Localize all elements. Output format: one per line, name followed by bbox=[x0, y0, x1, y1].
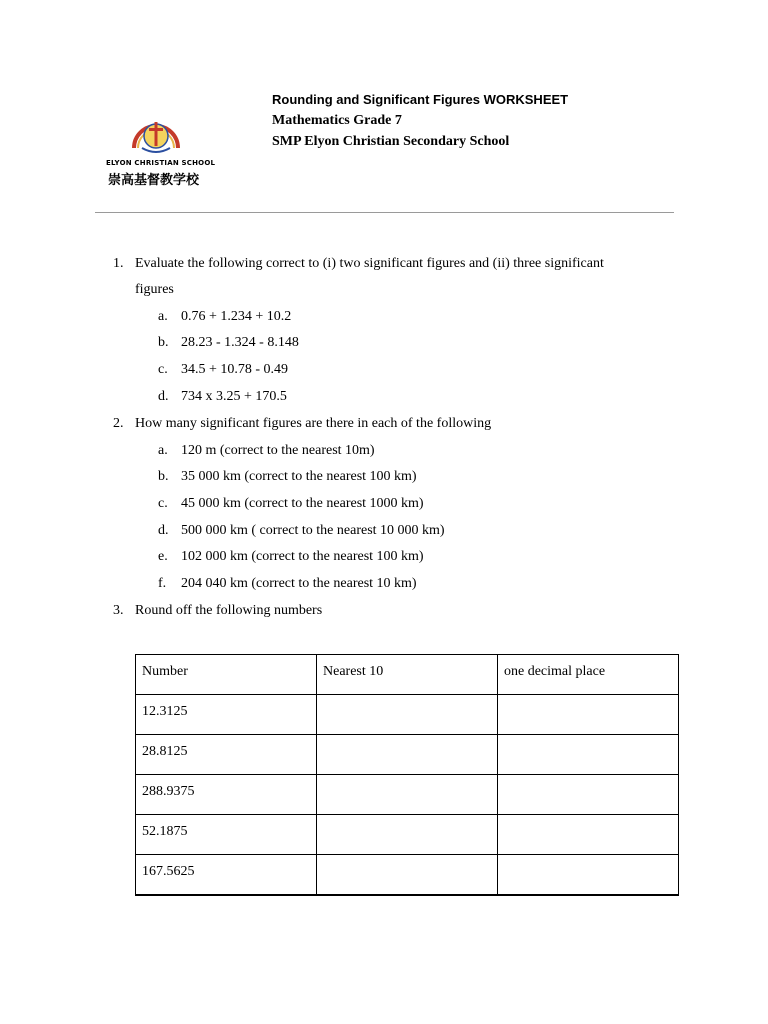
item-text: 0.76 + 1.234 + 10.2 bbox=[181, 309, 292, 324]
school-logo bbox=[106, 112, 216, 192]
item-text: 500 000 km ( correct to the nearest 10 000 km) bbox=[181, 523, 445, 538]
table-cell-answer[interactable] bbox=[317, 735, 498, 775]
table-header-cell: Number bbox=[136, 655, 317, 695]
item-label: c. bbox=[158, 362, 168, 377]
table-cell-number: 167.5625 bbox=[136, 855, 317, 895]
item-label: d. bbox=[158, 389, 169, 404]
table-header-row bbox=[136, 655, 679, 695]
worksheet-title: Rounding and Significant Figures WORKSHEET bbox=[272, 92, 569, 107]
table-cell-answer[interactable] bbox=[498, 775, 679, 815]
table-header-cell: Nearest 10 bbox=[317, 655, 498, 695]
question-text: Evaluate the following correct to (i) two significant figures and (ii) three significant bbox=[135, 256, 604, 271]
table-cell-number: 28.8125 bbox=[136, 735, 317, 775]
table-cell-number: 288.9375 bbox=[136, 775, 317, 815]
question-number: 2. bbox=[113, 416, 124, 431]
table-row bbox=[136, 695, 679, 735]
item-label: b. bbox=[158, 469, 169, 484]
table-cell-answer[interactable] bbox=[498, 855, 679, 895]
item-label: f. bbox=[158, 576, 167, 591]
item-label: d. bbox=[158, 523, 169, 538]
item-label: b. bbox=[158, 335, 169, 350]
item-text: 204 040 km (correct to the nearest 10 km) bbox=[181, 576, 417, 591]
table-row bbox=[136, 855, 679, 895]
question-number: 1. bbox=[113, 256, 124, 271]
table-row bbox=[136, 775, 679, 815]
item-text: 34.5 + 10.78 - 0.49 bbox=[181, 362, 289, 377]
table-row bbox=[136, 815, 679, 855]
table-cell-number: 12.3125 bbox=[136, 695, 317, 735]
school-crest-icon bbox=[128, 112, 184, 158]
logo-school-name-zh: 崇高基督教学校 bbox=[108, 173, 200, 188]
table-cell-answer[interactable] bbox=[317, 775, 498, 815]
school-line: SMP Elyon Christian Secondary School bbox=[272, 134, 510, 149]
question-number: 3. bbox=[113, 603, 124, 618]
table-header-cell: one decimal place bbox=[498, 655, 679, 695]
table-cell-answer[interactable] bbox=[498, 695, 679, 735]
item-text: 28.23 - 1.324 - 8.148 bbox=[181, 335, 299, 350]
table-cell-answer[interactable] bbox=[498, 735, 679, 775]
item-text: 734 x 3.25 + 170.5 bbox=[181, 389, 287, 404]
item-label: e. bbox=[158, 549, 168, 564]
item-text: 45 000 km (correct to the nearest 1000 km) bbox=[181, 496, 424, 511]
question-text: Round off the following numbers bbox=[135, 603, 323, 618]
table-cell-number: 52.1875 bbox=[136, 815, 317, 855]
table-cell-answer[interactable] bbox=[317, 855, 498, 895]
rounding-table bbox=[135, 654, 679, 896]
item-label: c. bbox=[158, 496, 168, 511]
item-label: a. bbox=[158, 309, 168, 324]
item-text: 120 m (correct to the nearest 10m) bbox=[181, 443, 375, 458]
subject-line: Mathematics Grade 7 bbox=[272, 113, 402, 128]
table-row bbox=[136, 735, 679, 775]
table-cell-answer[interactable] bbox=[498, 815, 679, 855]
question-text: How many significant figures are there in each of the following bbox=[135, 416, 492, 431]
table-cell-answer[interactable] bbox=[317, 695, 498, 735]
item-label: a. bbox=[158, 443, 168, 458]
header-divider bbox=[95, 212, 674, 213]
table-cell-answer[interactable] bbox=[317, 815, 498, 855]
logo-school-name-en: ELYON CHRISTIAN SCHOOL bbox=[106, 159, 216, 167]
question-text-continued: figures bbox=[135, 282, 174, 297]
item-text: 35 000 km (correct to the nearest 100 km) bbox=[181, 469, 417, 484]
item-text: 102 000 km (correct to the nearest 100 km) bbox=[181, 549, 424, 564]
